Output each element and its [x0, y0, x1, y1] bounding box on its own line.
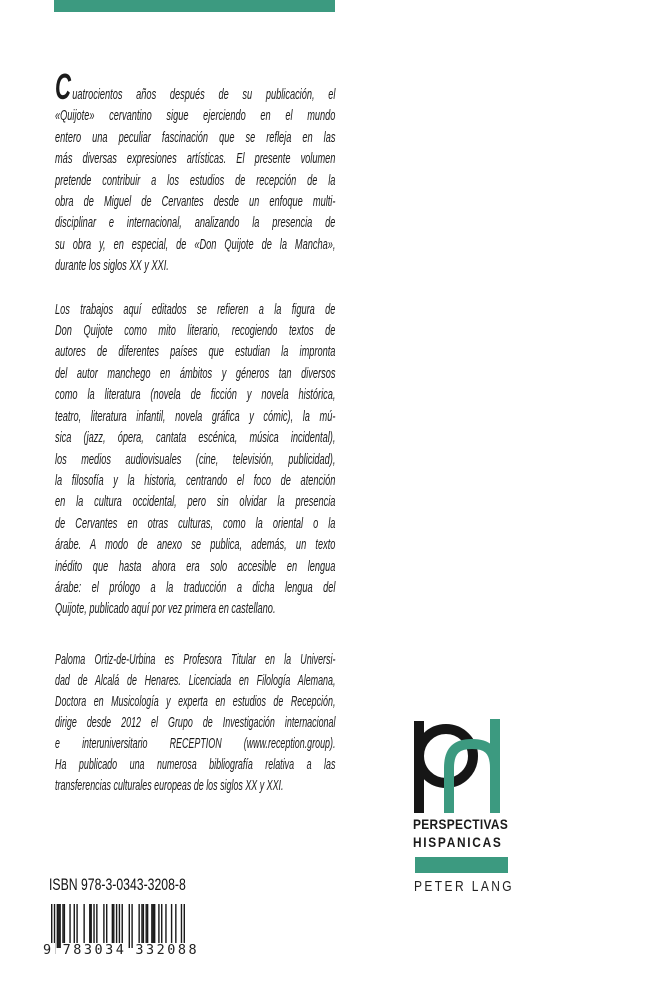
text-line: su obra y, en especial, de «Don Quijote de la Mancha», [55, 235, 336, 253]
text-line: dirige desde 2012 el Grupo de Investigación internacional [55, 714, 336, 731]
text-line: durante los siglos XX y XXI. [55, 257, 169, 275]
text-line: e interuniversitario RECEPTION (www.reception.group). [55, 735, 336, 752]
text-line: autores de diferentes países que estudian la impronta [55, 343, 336, 361]
text-line: teatro, literatura infantil, novela gráfica y cómic), la mú- [55, 407, 336, 425]
text-line: disciplinar e internacional, analizando la presencia de [55, 214, 336, 232]
text-line: entero una peculiar fascinación que se refleja en las [55, 128, 336, 146]
text-line: como la literatura (novela de ficción y novela histórica, [55, 386, 336, 404]
barcode-digit-group: 9 [43, 942, 54, 958]
publisher-name: PETER LANG [414, 878, 515, 895]
text-line: árabe. A modo de anexo se publica, además, un texto [55, 536, 336, 554]
text-line: Don Quijote como mito literario, recogiendo textos de [55, 322, 336, 340]
text-line: Ha publicado una numerosa bibliografía relativa a las [55, 756, 336, 773]
text-line: la filosofía y la historia, centrando el foco de atención [55, 471, 336, 489]
text-line: dad de Alcalá de Henares. Licenciada en Filología Alemana, [55, 672, 336, 689]
text-line: más diversas expresiones artísticas. El presente volumen [55, 150, 336, 168]
text-line: Cuatrocientos años después de su publicación, el [55, 66, 336, 107]
author-bio-paragraph [55, 650, 335, 797]
text-line: transferencias culturales europeas de los siglos XX y XXI. [55, 777, 284, 794]
barcode-digit-group: 783034 [62, 942, 127, 958]
text-line: obra de Miguel de Cervantes desde un enfoque multi- [55, 193, 336, 211]
text-line: los medios audiovisuales (cine, televisión, publicidad), [55, 450, 336, 468]
text-line: Quijote, publicado aquí por vez primera en castellano. [55, 600, 276, 618]
synopsis-paragraph-2 [55, 299, 335, 620]
text-line: árabe: el prólogo a la traducción a dicha lengua del [55, 578, 336, 596]
series-name-line-1: PERSPECTIVAS [413, 816, 509, 832]
text-line: en la cultura occidental, pero sin olvidar la presencia [55, 493, 336, 511]
text-line: del autor manchego en ámbitos y géneros tan diversos [55, 364, 336, 382]
text-line: sica (jazz, ópera, cantata escénica, música incidental), [55, 429, 336, 447]
drop-cap: C [55, 66, 71, 107]
text-line: Los trabajos aquí editados se refieren a la figura de [55, 300, 336, 318]
isbn-label: ISBN 978-3-0343-3208-8 [49, 875, 186, 894]
text-line: inédito que hasta ahora era solo accesible en lengua [55, 557, 336, 575]
barcode-digits [42, 943, 202, 958]
series-accent-bar [415, 857, 508, 873]
text-line: Doctora en Musicología y experta en estudios de Recepción, [55, 693, 336, 710]
top-accent-bar [54, 0, 335, 12]
text-line: «Quijote» cervantino sigue ejerciendo en el mundo [55, 107, 336, 125]
text-line: de Cervantes en otras culturas, como la oriental o la [55, 514, 336, 532]
barcode-digit-group: 332088 [135, 942, 200, 958]
back-cover-text-column [55, 66, 336, 797]
synopsis-paragraph-1 [55, 66, 336, 277]
text-line: pretende contribuir a los estudios de recepción de la [55, 171, 336, 189]
text-line: Paloma Ortiz-de-Urbina es Profesora Titular en la Universi- [55, 651, 336, 668]
ph-monogram-logo-icon [412, 716, 504, 816]
series-name-line-2: HISPANICAS [413, 834, 503, 850]
